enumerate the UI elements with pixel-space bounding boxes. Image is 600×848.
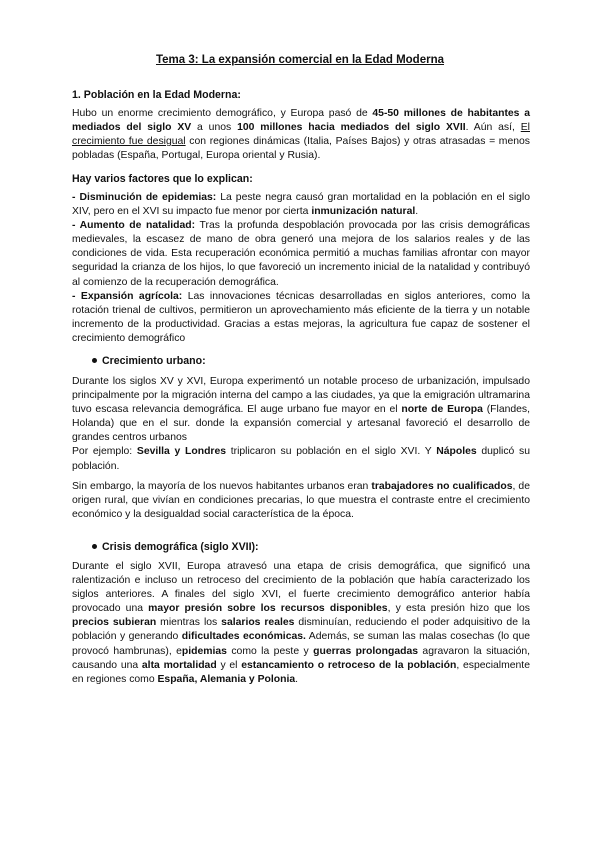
factors-list [72,191,530,346]
intro-paragraph: Hubo un enorme crecimiento demográfico, y Europa pasó de 45-50 millones de habitantes a mediados del siglo XV a unos 100 millones hacia mediados del siglo XVII. Aún así, El crecimiento fue desigual con regiones dinámicas (Italia, Países Bajos) y otras atrasadas = menos pobladas (España, Portugal, Europa oriental y Rusia). [72,108,530,162]
urban-paragraph-1: Durante los siglos XV y XVI, Europa experimentó un notable proceso de urbanización, impulsado principalmente por la migración interna del campo a las ciudades, ya que la emigración ultramarina tuvo escasa relevancia demográfica. El auge urbano fue mayor en el norte de Europa (Flandes, Holanda) que en el sur. donde la expansión comercial y artesanal favoreció el desarrollo de grandes centros urbanos Por ejemplo: Sevilla y Londres triplicaron su población en el siglo XVI. Y Nápoles duplicó su población. [72,375,530,474]
document-title: Tema 3: La expansión comercial en la Edad Moderna [155,54,445,66]
factor-natalidad: - Aumento de natalidad: Tras la profunda despoblación provocada por las crisis demográficas medievales, la escasez de mano de obra generó una mejora de los salarios reales y de las condiciones de vida. Esta recuperación económica permitió a muchas familias afrontar con mayor seguridad la crianza de los hijos, lo que favoreció un incremento inicial de la natalidad y contribuyó al comienzo de la recuperación demográfica. [72,220,530,288]
bullet-icon [92,544,97,549]
crisis-heading: Crisis demográfica (siglo XVII): [92,541,259,553]
section-heading-poblacion: 1. Población en la Edad Moderna: [72,89,241,101]
urban-examples: Por ejemplo: Sevilla y Londres triplicaron su población en el siglo XVI. Y Nápoles duplicó su población. [72,446,530,472]
urban-paragraph-2: Sin embargo, la mayoría de los nuevos habitantes urbanos eran trabajadores no cualificados, de origen rural, que vivían en condiciones precarias, lo que muestra el contraste entre el crecimiento económico y la desigualdad social característica de la época. [72,481,530,521]
crisis-paragraph: Durante el siglo XVII, Europa atravesó una etapa de crisis demográfica, que significó una ralentización e incluso un retroceso del crecimiento de la población que había caracterizado los siglos anteriores. A finales del siglo XVI, el fuerte crecimiento demográfico anterior había provocado una mayor presión sobre los recursos disponibles, y esta presión hizo que los precios subieran mientras los salarios reales disminuían, reduciendo el poder adquisitivo de la población y generando dificultades económicas. Además, se suman las malas cosechas (lo que provocó hambrunas), epidemias como la peste y guerras prolongadas agravaron la situación, causando una alta mortalidad y el estancamiento o retroceso de la población, especialmente en regiones como España, Alemania y Polonia. [72,561,531,685]
factor-agricola: - Expansión agrícola: Las innovaciones técnicas desarrolladas en siglos anteriores, como la rotación trienal de cultivos, permitieron un aprovechamiento más eficiente de la tierra y un notable incremento de la productividad. Gracias a estas mejoras, la agricultura fue capaz de sostener el crecimiento demográfico [72,290,530,344]
bullet-icon [92,358,97,363]
factor-epidemias: - Disminución de epidemias: La peste negra causó gran mortalidad en la población en el siglo XIV, pero en el XVI su impacto fue menor por cierta inmunización natural. [72,192,530,218]
factors-heading: Hay varios factores que lo explican: [72,173,253,185]
urban-heading: Crecimiento urbano: [92,355,206,367]
